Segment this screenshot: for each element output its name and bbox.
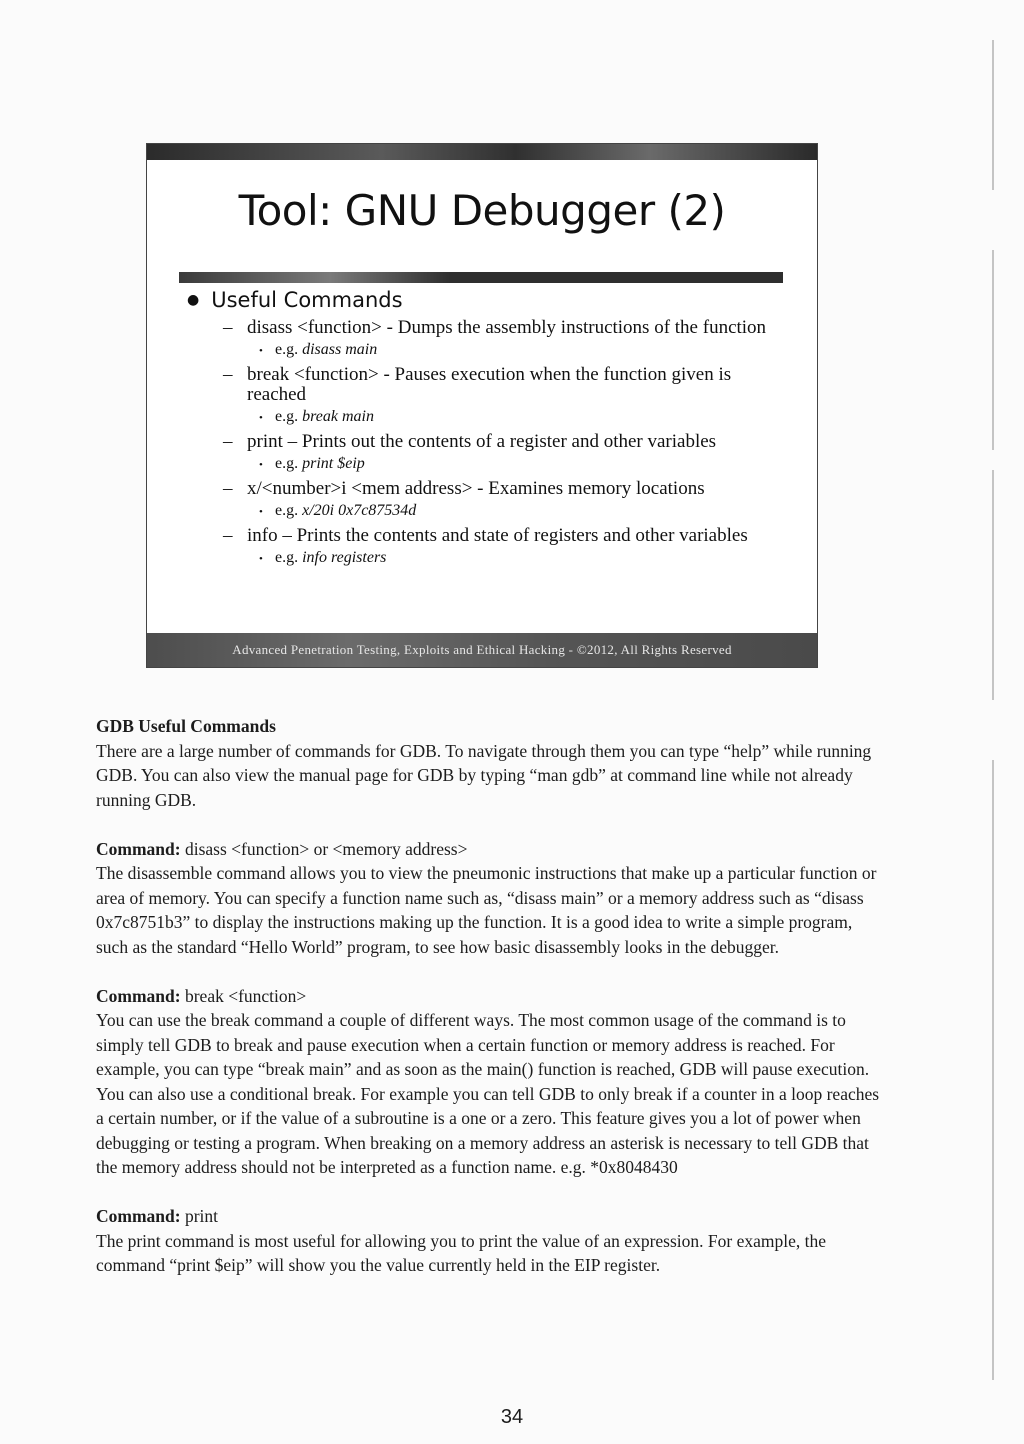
command-heading — [96, 984, 886, 1009]
dash-icon: – — [223, 525, 233, 546]
command-arg: break <function> — [184, 985, 307, 1006]
slide-command-item — [187, 526, 767, 546]
slide-title: Tool: GNU Debugger (2) — [238, 186, 726, 235]
slide-command-item — [187, 479, 767, 499]
example-text: x/20i 0x7c87534d — [302, 502, 417, 519]
slide — [146, 143, 818, 668]
slide-heading-text: Useful Commands — [211, 288, 403, 312]
slide-example — [187, 455, 767, 473]
notes-section — [96, 714, 886, 1278]
scan-edge-mark — [986, 470, 994, 700]
command-heading — [96, 1204, 886, 1229]
notes-intro: There are a large number of commands for GDB. To navigate through them you can type “help” while running GDB. You can also view the manual page for GDB by typing “man gdb” at command line while not already running GDB. — [96, 740, 872, 810]
command-text: disass <function> - Dumps the assembly instructions of the function — [247, 317, 767, 338]
command-text: break <function> - Pauses execution when the function given is reached — [247, 364, 732, 405]
dash-icon: – — [223, 317, 233, 338]
command-arg: print — [184, 1206, 219, 1226]
command-heading — [96, 837, 886, 862]
example-text: disass main — [302, 341, 378, 358]
command-label: Command: — [96, 985, 181, 1006]
slide-bullet-heading — [187, 288, 767, 312]
slide-command-item — [187, 318, 767, 338]
dash-icon: – — [223, 364, 233, 385]
example-text: info registers — [302, 549, 387, 566]
command-text: info – Prints the contents and state of registers and other variables — [247, 525, 748, 546]
slide-example — [187, 341, 767, 359]
scan-edge-mark — [986, 250, 994, 450]
example-prefix: e.g. — [275, 341, 299, 358]
slide-example — [187, 549, 767, 567]
bullet-icon: ● — [187, 292, 200, 308]
dash-icon: – — [223, 478, 233, 499]
command-arg: disass <function> or <memory address> — [184, 838, 468, 859]
command-description: The print command is most useful for allowing you to print the value of an expression. For example, the command “print $eip” will show you the value currently held in the EIP register. — [96, 1230, 826, 1275]
bullet-icon: • — [259, 412, 263, 424]
slide-title-rule — [179, 272, 783, 283]
example-prefix: e.g. — [275, 502, 299, 519]
command-text: print – Prints out the contents of a register and other variables — [247, 431, 717, 452]
bullet-icon: • — [259, 553, 263, 565]
scan-edge-mark — [986, 40, 994, 190]
command-text: x/<number>i <mem address> - Examines memory locations — [247, 478, 705, 499]
command-label: Command: — [96, 838, 181, 859]
bullet-icon: • — [259, 345, 263, 357]
slide-command-item — [187, 365, 767, 405]
page-number: 34 — [500, 1406, 524, 1428]
example-prefix: e.g. — [275, 408, 299, 425]
bullet-icon: • — [259, 506, 263, 518]
example-text: break main — [302, 408, 374, 425]
dash-icon: – — [223, 431, 233, 452]
example-text: print $eip — [302, 455, 365, 472]
notes-title: GDB Useful Commands — [96, 716, 276, 736]
slide-command-item — [187, 432, 767, 452]
example-prefix: e.g. — [275, 549, 299, 566]
slide-example — [187, 408, 767, 426]
command-description: You can use the break command a couple of different ways. The most common usage of the command is to simply tell GDB to break and pause execution when a certain function or memory address is reached. For example, you can type “break main” and as soon as the main() function is reached, GDB will pause execution. You can also use a conditional break. For example you can tell GDB to only break if a counter in a loop reaches a certain number, or if the value of a subroutine is a one or a zero. This feature gives you a lot of power when debugging or testing a program. When breaking on a memory address an asterisk is necessary to tell GDB that the memory address should not be interpreted as a function name. e.g. *0x8048430 — [96, 1010, 880, 1177]
scan-edge-mark — [986, 760, 994, 1380]
example-prefix: e.g. — [275, 455, 299, 472]
slide-example — [187, 502, 767, 520]
command-description: The disassemble command allows you to view the pneumonic instructions that make up a particular function or area of memory. You can specify a function name such as, “disass main” or a memory address such as “disass 0x7c8751b3” to display the instructions making up the function. It is a good idea to write a simple program, such as the standard “Hello World” program, to see how basic disassembly looks in the debugger. — [96, 863, 877, 957]
slide-footer: Advanced Penetration Testing, Exploits and Ethical Hacking - ©2012, All Rights Reserved — [147, 633, 817, 667]
slide-top-bar — [147, 144, 817, 160]
slide-body — [187, 288, 767, 567]
bullet-icon: • — [259, 459, 263, 471]
command-label: Command: — [96, 1206, 181, 1226]
